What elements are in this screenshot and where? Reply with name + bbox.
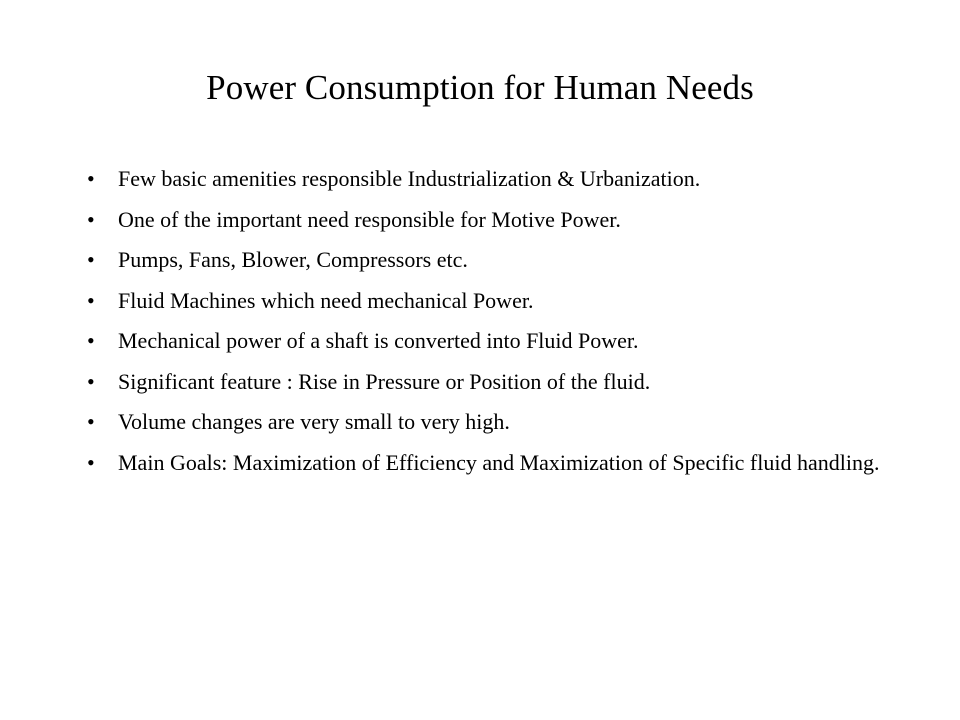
bullet-item (87, 328, 887, 354)
bullet-dot-icon: • (87, 287, 95, 313)
bullet-text: Significant feature : Rise in Pressure or Position of the fluid. (118, 368, 651, 394)
bullet-text: Volume changes are very small to very high. (118, 409, 510, 434)
bullet-item (87, 450, 887, 476)
slide-title: Power Consumption for Human Needs (206, 68, 754, 107)
bullet-dot-icon: • (87, 449, 95, 475)
bullet-dot-icon: • (87, 409, 95, 434)
bullet-text: One of the important need responsible for Motive Power. (118, 206, 621, 232)
bullet-item (87, 369, 887, 395)
bullet-item (87, 409, 887, 435)
bullet-item (87, 166, 887, 192)
bullet-dot-icon: • (87, 368, 95, 394)
bullet-dot-icon: • (87, 328, 95, 353)
bullet-text: Main Goals: Maximization of Efficiency and Maximization of Specific fluid handling. (118, 449, 880, 475)
bullet-text: Fluid Machines which need mechanical Power. (118, 287, 534, 313)
bullet-dot-icon: • (87, 206, 95, 232)
bullet-dot-icon: • (87, 247, 95, 272)
bullet-list (87, 166, 887, 490)
bullet-item (87, 247, 887, 273)
bullet-item (87, 288, 887, 314)
bullet-text: Few basic amenities responsible Industrialization & Urbanization. (118, 166, 701, 191)
bullet-text: Pumps, Fans, Blower, Compressors etc. (118, 247, 468, 272)
bullet-dot-icon: • (87, 166, 95, 191)
bullet-item (87, 207, 887, 233)
bullet-text: Mechanical power of a shaft is converted into Fluid Power. (118, 328, 639, 353)
